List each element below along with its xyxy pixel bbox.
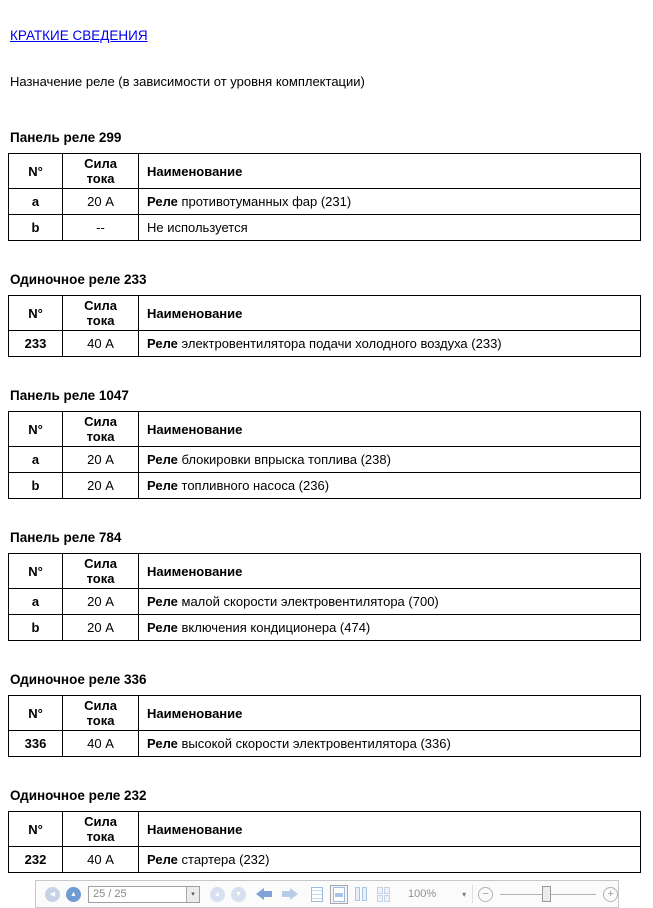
cell-current: 20 А: [63, 473, 139, 499]
view-two-pages-icon[interactable]: [352, 885, 370, 904]
col-header-num: N°: [9, 696, 63, 731]
cell-name-bold: Реле: [147, 594, 178, 609]
cell-name-rest: Не используется: [147, 220, 248, 235]
cell-name-rest: стартера (232): [177, 852, 270, 867]
table-row: [9, 331, 641, 357]
col-header-num: N°: [9, 554, 63, 589]
page-down-icon[interactable]: ▼: [231, 887, 246, 902]
table-row: [9, 215, 641, 241]
chevron-down-icon[interactable]: ▾: [186, 887, 199, 902]
subtitle: Назначение реле (в зависимости от уровня комплектации): [10, 74, 365, 89]
col-header-num: N°: [9, 812, 63, 847]
col-header-current: Сила тока: [63, 812, 139, 847]
relay-section: [8, 272, 641, 357]
relay-table: [8, 553, 641, 641]
col-header-num: N°: [9, 154, 63, 189]
toolbar-divider: [472, 885, 473, 903]
relay-section: [8, 788, 641, 873]
summary-link[interactable]: КРАТКИЕ СВЕДЕНИЯ: [10, 28, 148, 43]
table-row: [9, 731, 641, 757]
cell-name-rest: блокировки впрыска топлива (238): [177, 452, 391, 467]
view-single-page-icon[interactable]: [308, 885, 326, 904]
relay-table: [8, 295, 641, 357]
col-header-num: N°: [9, 296, 63, 331]
col-header-name: Наименование: [139, 412, 641, 447]
relay-table: [8, 153, 641, 241]
table-header-row: [9, 296, 641, 331]
col-header-name: Наименование: [139, 154, 641, 189]
up-level-icon[interactable]: ▲: [66, 887, 81, 902]
section-heading: Одиночное реле 233: [10, 272, 147, 287]
cell-current: 20 А: [63, 447, 139, 473]
page-selector[interactable]: [88, 886, 200, 903]
cell-num: 336: [9, 731, 63, 757]
table-header-row: [9, 696, 641, 731]
view-fit-width-icon[interactable]: [330, 885, 348, 904]
cell-current: 20 А: [63, 189, 139, 215]
cell-name: [139, 447, 641, 473]
page-up-icon[interactable]: ▲: [210, 887, 225, 902]
col-header-name: Наименование: [139, 696, 641, 731]
cell-name: [139, 189, 641, 215]
cell-num: b: [9, 473, 63, 499]
cell-name-bold: Реле: [147, 478, 178, 493]
table-row: [9, 473, 641, 499]
cell-current: 40 А: [63, 847, 139, 873]
cell-name-rest: топливного насоса (236): [177, 478, 330, 493]
section-heading: Одиночное реле 336: [10, 672, 147, 687]
cell-current: 20 А: [63, 589, 139, 615]
col-header-current: Сила тока: [63, 154, 139, 189]
table-header-row: [9, 554, 641, 589]
cell-current: 40 А: [63, 331, 139, 357]
zoom-slider-thumb[interactable]: [542, 886, 551, 902]
section-heading: Одиночное реле 232: [10, 788, 147, 803]
cell-name: [139, 473, 641, 499]
cell-name-rest: противотуманных фар (231): [177, 194, 352, 209]
relay-section: [8, 530, 641, 641]
relay-table: [8, 811, 641, 873]
zoom-slider[interactable]: [498, 886, 598, 902]
cell-current: 40 А: [63, 731, 139, 757]
section-heading: Панель реле 1047: [10, 388, 129, 403]
cell-name-rest: малой скорости электровентилятора (700): [177, 594, 439, 609]
relay-table: [8, 411, 641, 499]
cell-name: [139, 731, 641, 757]
zoom-out-icon[interactable]: −: [478, 887, 493, 902]
cell-name: [139, 331, 641, 357]
table-header-row: [9, 812, 641, 847]
table-row: [9, 847, 641, 873]
cell-name-rest: высокой скорости электровентилятора (336): [177, 736, 451, 751]
cell-num: 232: [9, 847, 63, 873]
zoom-level-value: 100%: [408, 888, 437, 900]
prev-topic-icon[interactable]: ◀: [45, 887, 60, 902]
cell-name-rest: электровентилятора подачи холодного воздуха (233): [177, 336, 502, 351]
table-header-row: [9, 154, 641, 189]
cell-num: b: [9, 215, 63, 241]
cell-name-bold: Реле: [147, 336, 178, 351]
cell-name-bold: Реле: [147, 620, 178, 635]
page-selector-value: 25 / 25: [93, 888, 127, 900]
cell-name-bold: Реле: [147, 194, 178, 209]
cell-num: b: [9, 615, 63, 641]
col-header-name: Наименование: [139, 296, 641, 331]
table-row: [9, 615, 641, 641]
cell-num: a: [9, 447, 63, 473]
cell-current: 20 А: [63, 615, 139, 641]
cell-num: a: [9, 589, 63, 615]
cell-name: [139, 615, 641, 641]
cell-name-bold: Реле: [147, 852, 178, 867]
zoom-in-icon[interactable]: +: [603, 887, 618, 902]
col-header-current: Сила тока: [63, 412, 139, 447]
cell-name-bold: Реле: [147, 736, 178, 751]
cell-current: --: [63, 215, 139, 241]
cell-name-rest: включения кондиционера (474): [177, 620, 371, 635]
col-header-name: Наименование: [139, 812, 641, 847]
relay-section: [8, 388, 641, 499]
table-row: [9, 589, 641, 615]
col-header-current: Сила тока: [63, 296, 139, 331]
relay-section: [8, 672, 641, 757]
cell-name-bold: Реле: [147, 452, 178, 467]
col-header-current: Сила тока: [63, 554, 139, 589]
view-thumbnails-icon[interactable]: [374, 885, 392, 904]
relay-section: [8, 130, 641, 241]
col-header-name: Наименование: [139, 554, 641, 589]
cell-num: 233: [9, 331, 63, 357]
back-icon[interactable]: [256, 888, 273, 900]
relay-table: [8, 695, 641, 757]
table-row: [9, 447, 641, 473]
col-header-num: N°: [9, 412, 63, 447]
table-row: [9, 189, 641, 215]
cell-name: [139, 589, 641, 615]
col-header-current: Сила тока: [63, 696, 139, 731]
viewer-toolbar: [35, 880, 619, 908]
section-heading: Панель реле 784: [10, 530, 122, 545]
cell-name: [139, 847, 641, 873]
forward-icon[interactable]: [281, 888, 298, 900]
section-heading: Панель реле 299: [10, 130, 122, 145]
cell-name: [139, 215, 641, 241]
relay-sections: [8, 130, 641, 873]
cell-num: a: [9, 189, 63, 215]
zoom-dropdown-caret-icon[interactable]: ▾: [462, 889, 467, 899]
table-header-row: [9, 412, 641, 447]
